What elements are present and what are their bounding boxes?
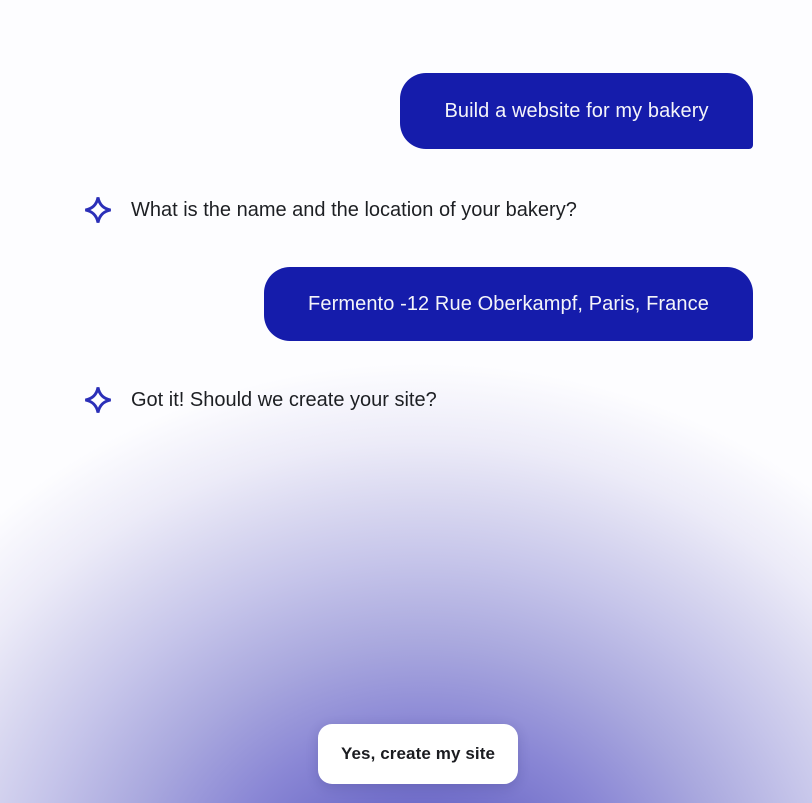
sparkle-icon xyxy=(83,385,113,415)
assistant-message xyxy=(83,385,437,415)
user-message-bubble xyxy=(264,267,753,341)
user-message-text: Fermento -12 Rue Oberkampf, Paris, France xyxy=(308,292,709,315)
assistant-message-text: Got it! Should we create your site? xyxy=(131,388,437,411)
sparkle-icon xyxy=(83,195,113,225)
create-site-button[interactable]: Yes, create my site xyxy=(318,724,518,784)
assistant-message-text: What is the name and the location of your bakery? xyxy=(131,198,577,221)
assistant-message xyxy=(83,195,577,225)
user-message-bubble xyxy=(400,73,753,149)
user-message-text: Build a website for my bakery xyxy=(444,99,709,122)
